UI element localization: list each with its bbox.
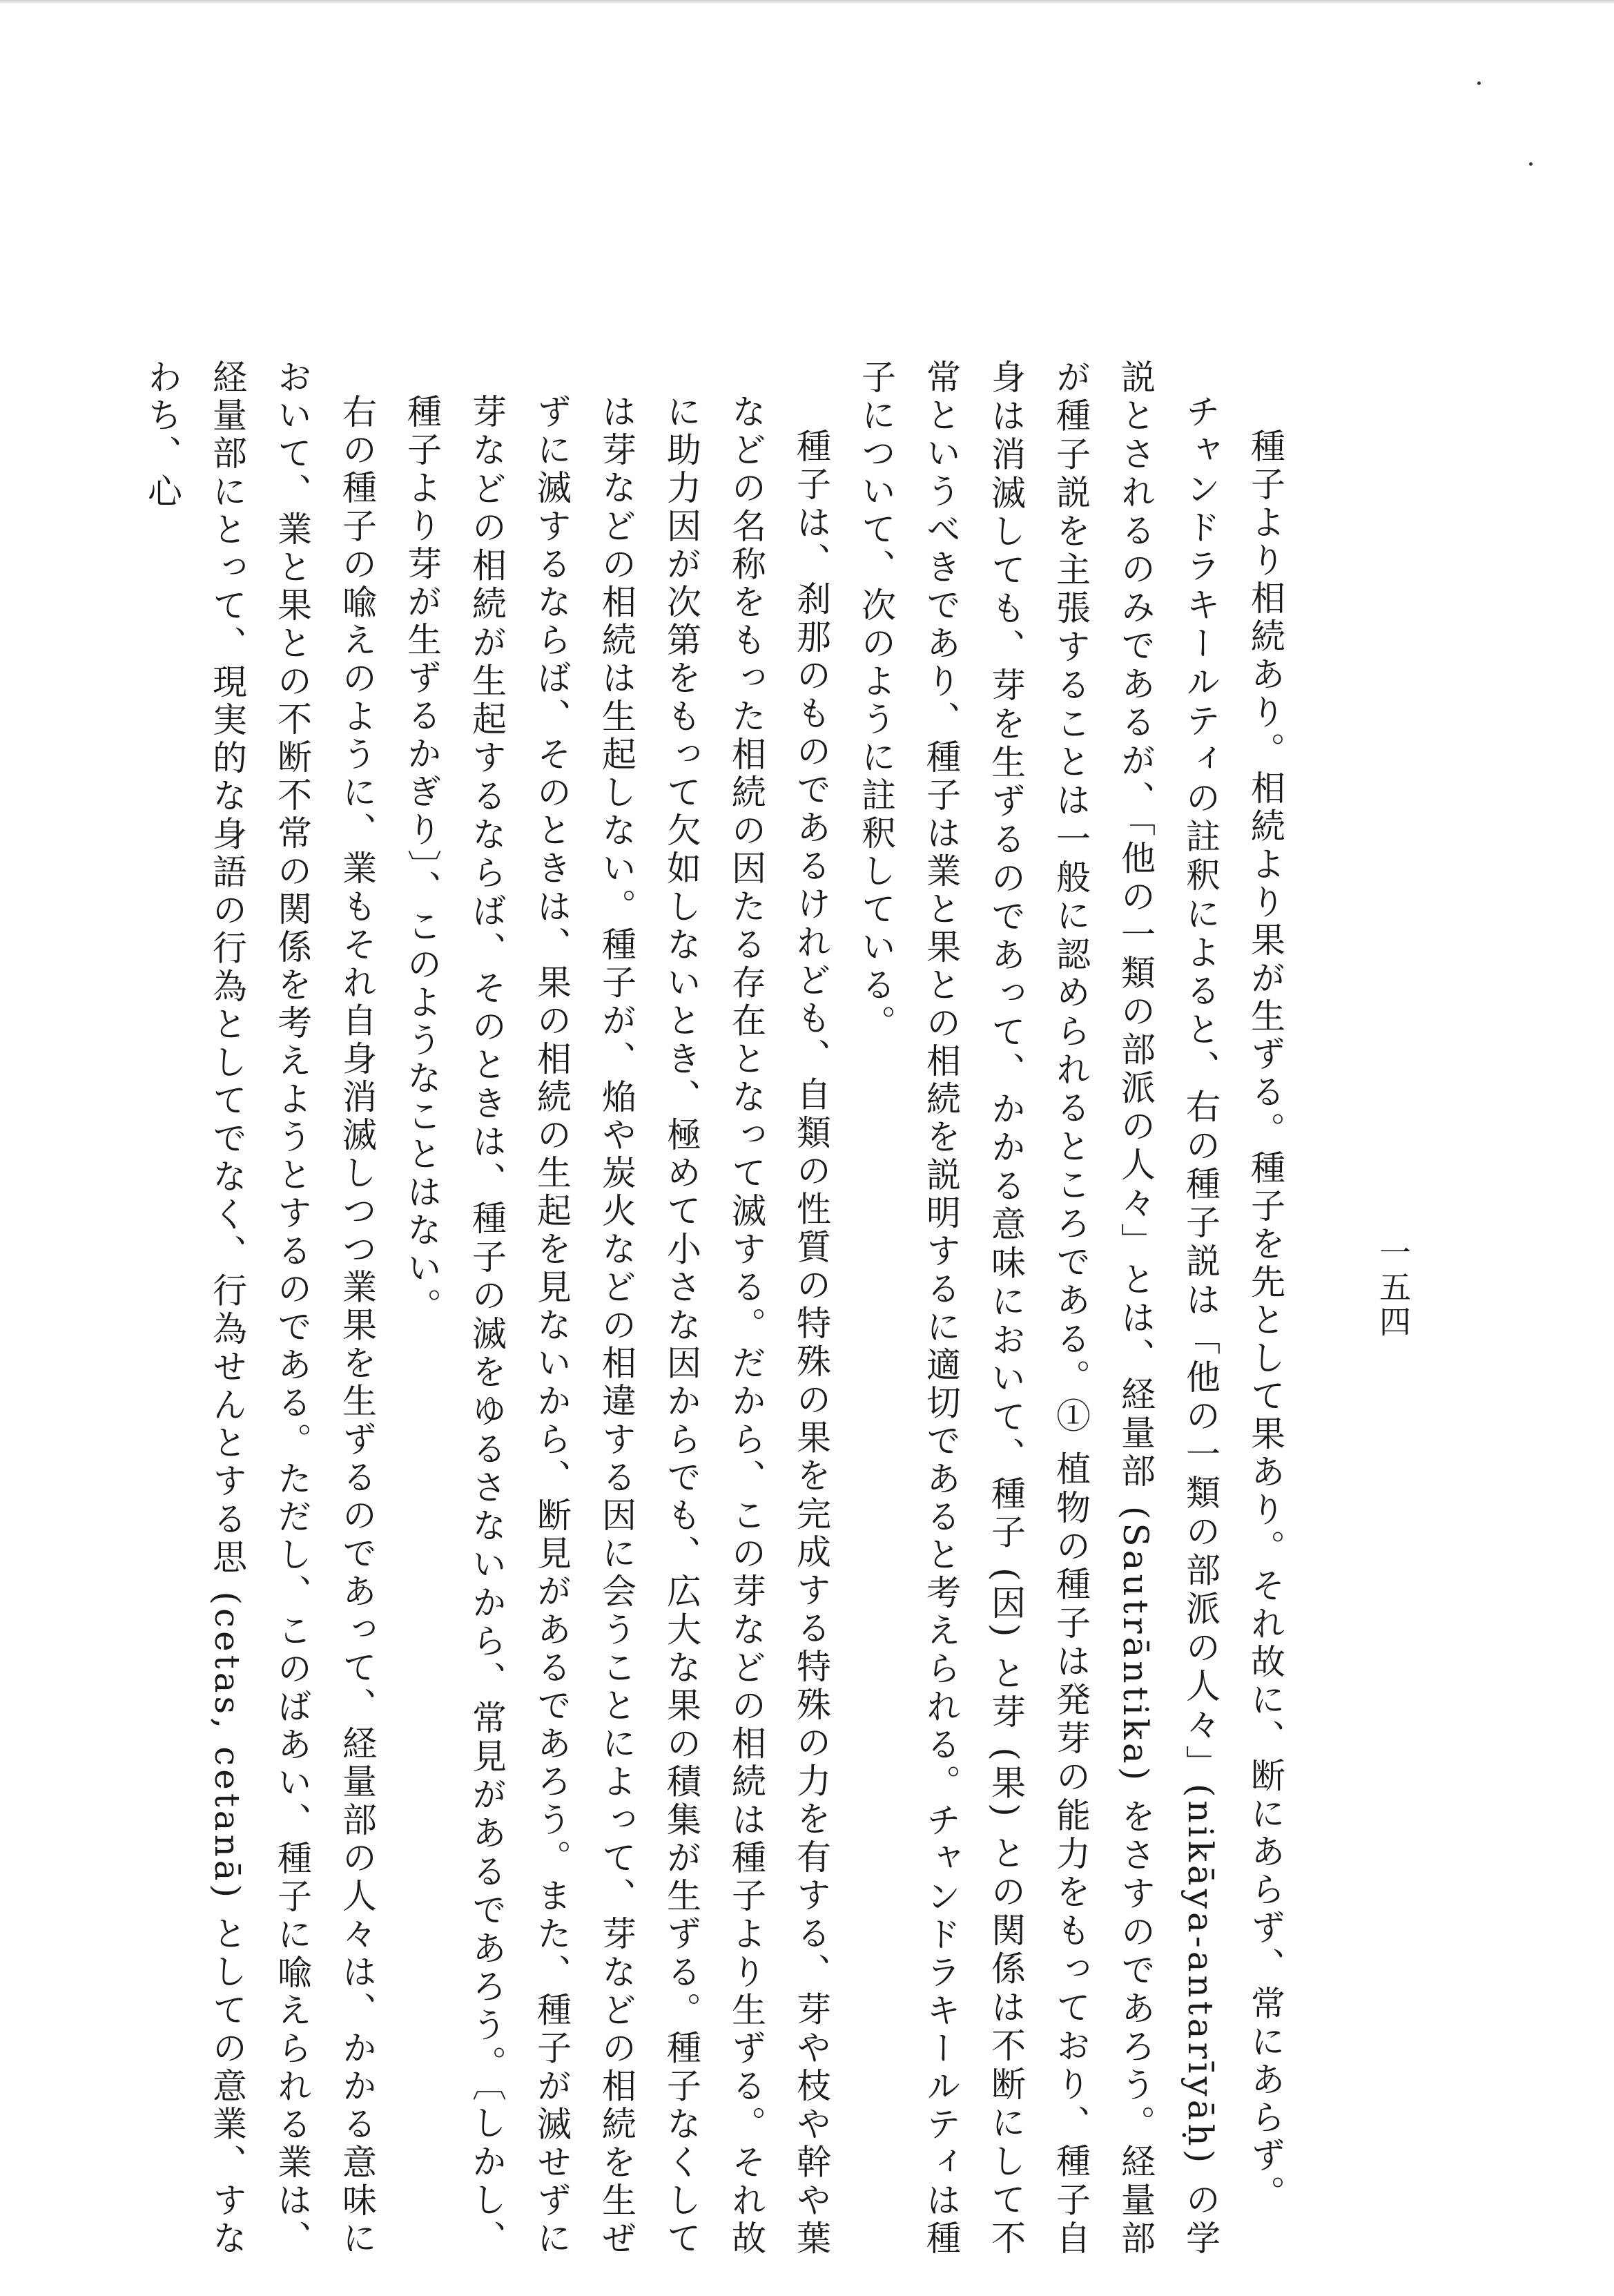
paragraph-analysis: 右の種子の喩えのように、業もそれ自身消滅しつつ業果を生ずるのであって、経量部の人々は、かかる意味において、業と果との不断不常の関係を考えようとするのである。ただし、このばあい、種子に喩えられる業は、経量部にとって、現実的な身語の行為としてでなく、行為せんとする思 (cetas, cetanā) としての意業、すなわち、心 [142, 359, 377, 2258]
page-number: 一五四 [1374, 1236, 1412, 1340]
scan-speck [1477, 81, 1481, 85]
paragraph-verse: 種子より相続あり。相続より果が生ずる。種子を先として果あり。それ故に、断にあらず、常にあらず。 [1245, 428, 1285, 2213]
scan-speck [1529, 162, 1533, 166]
paragraph-commentary-intro: チャンドラキールティの註釈によると、右の種子説は「他の一類の部派の人々」(nikāya-antarīyāḥ) の学説とされるのみであるが、「他の一類の部派の人々」とは、経量部 (Sautrāntika) をさすのであろう。経量部が種子説を主張することは一般に認められるところである。① 植物の種子は発芽の能力をもっており、種子自身は消滅しても、芽を生ずるのであって、かかる意味において、種子 (因) と芽 (果) との関係は不断にして不常というべきであり、種子は業と果との相続を説明するに適切であると考えられる。チャンドラキールティは種子について、次のように註釈している。 [856, 359, 1221, 2258]
paragraph-quoted-commentary: 種子は、刹那のものであるけれども、自類の性質の特殊の果を完成する特殊の力を有する、芽や枝や幹や葉などの名称をもった相続の因たる存在となって滅する。だから、この芽などの相続は種子より生ずる。それ故に助力因が次第をもって欠如しないとき、極めて小さな因からでも、広大な果の積集が生ずる。種子なくしては芽などの相続は生起しない。種子が、焔や炭火などの相違する因に会うことによって、芽などの相続を生ぜずに滅するならば、そのときは、果の相続の生起を見ないから、断見があるであろう。また、種子が滅せずに芽などの相続が生起するならば、そのときは、種子の滅をゆるさないから、常見があるであろう。〔しかし、種子より芽が生ずるかぎり〕、このようなことはない。 [402, 394, 831, 2259]
vertical-text-body [142, 359, 1298, 2259]
scan-edge [0, 0, 1614, 4]
